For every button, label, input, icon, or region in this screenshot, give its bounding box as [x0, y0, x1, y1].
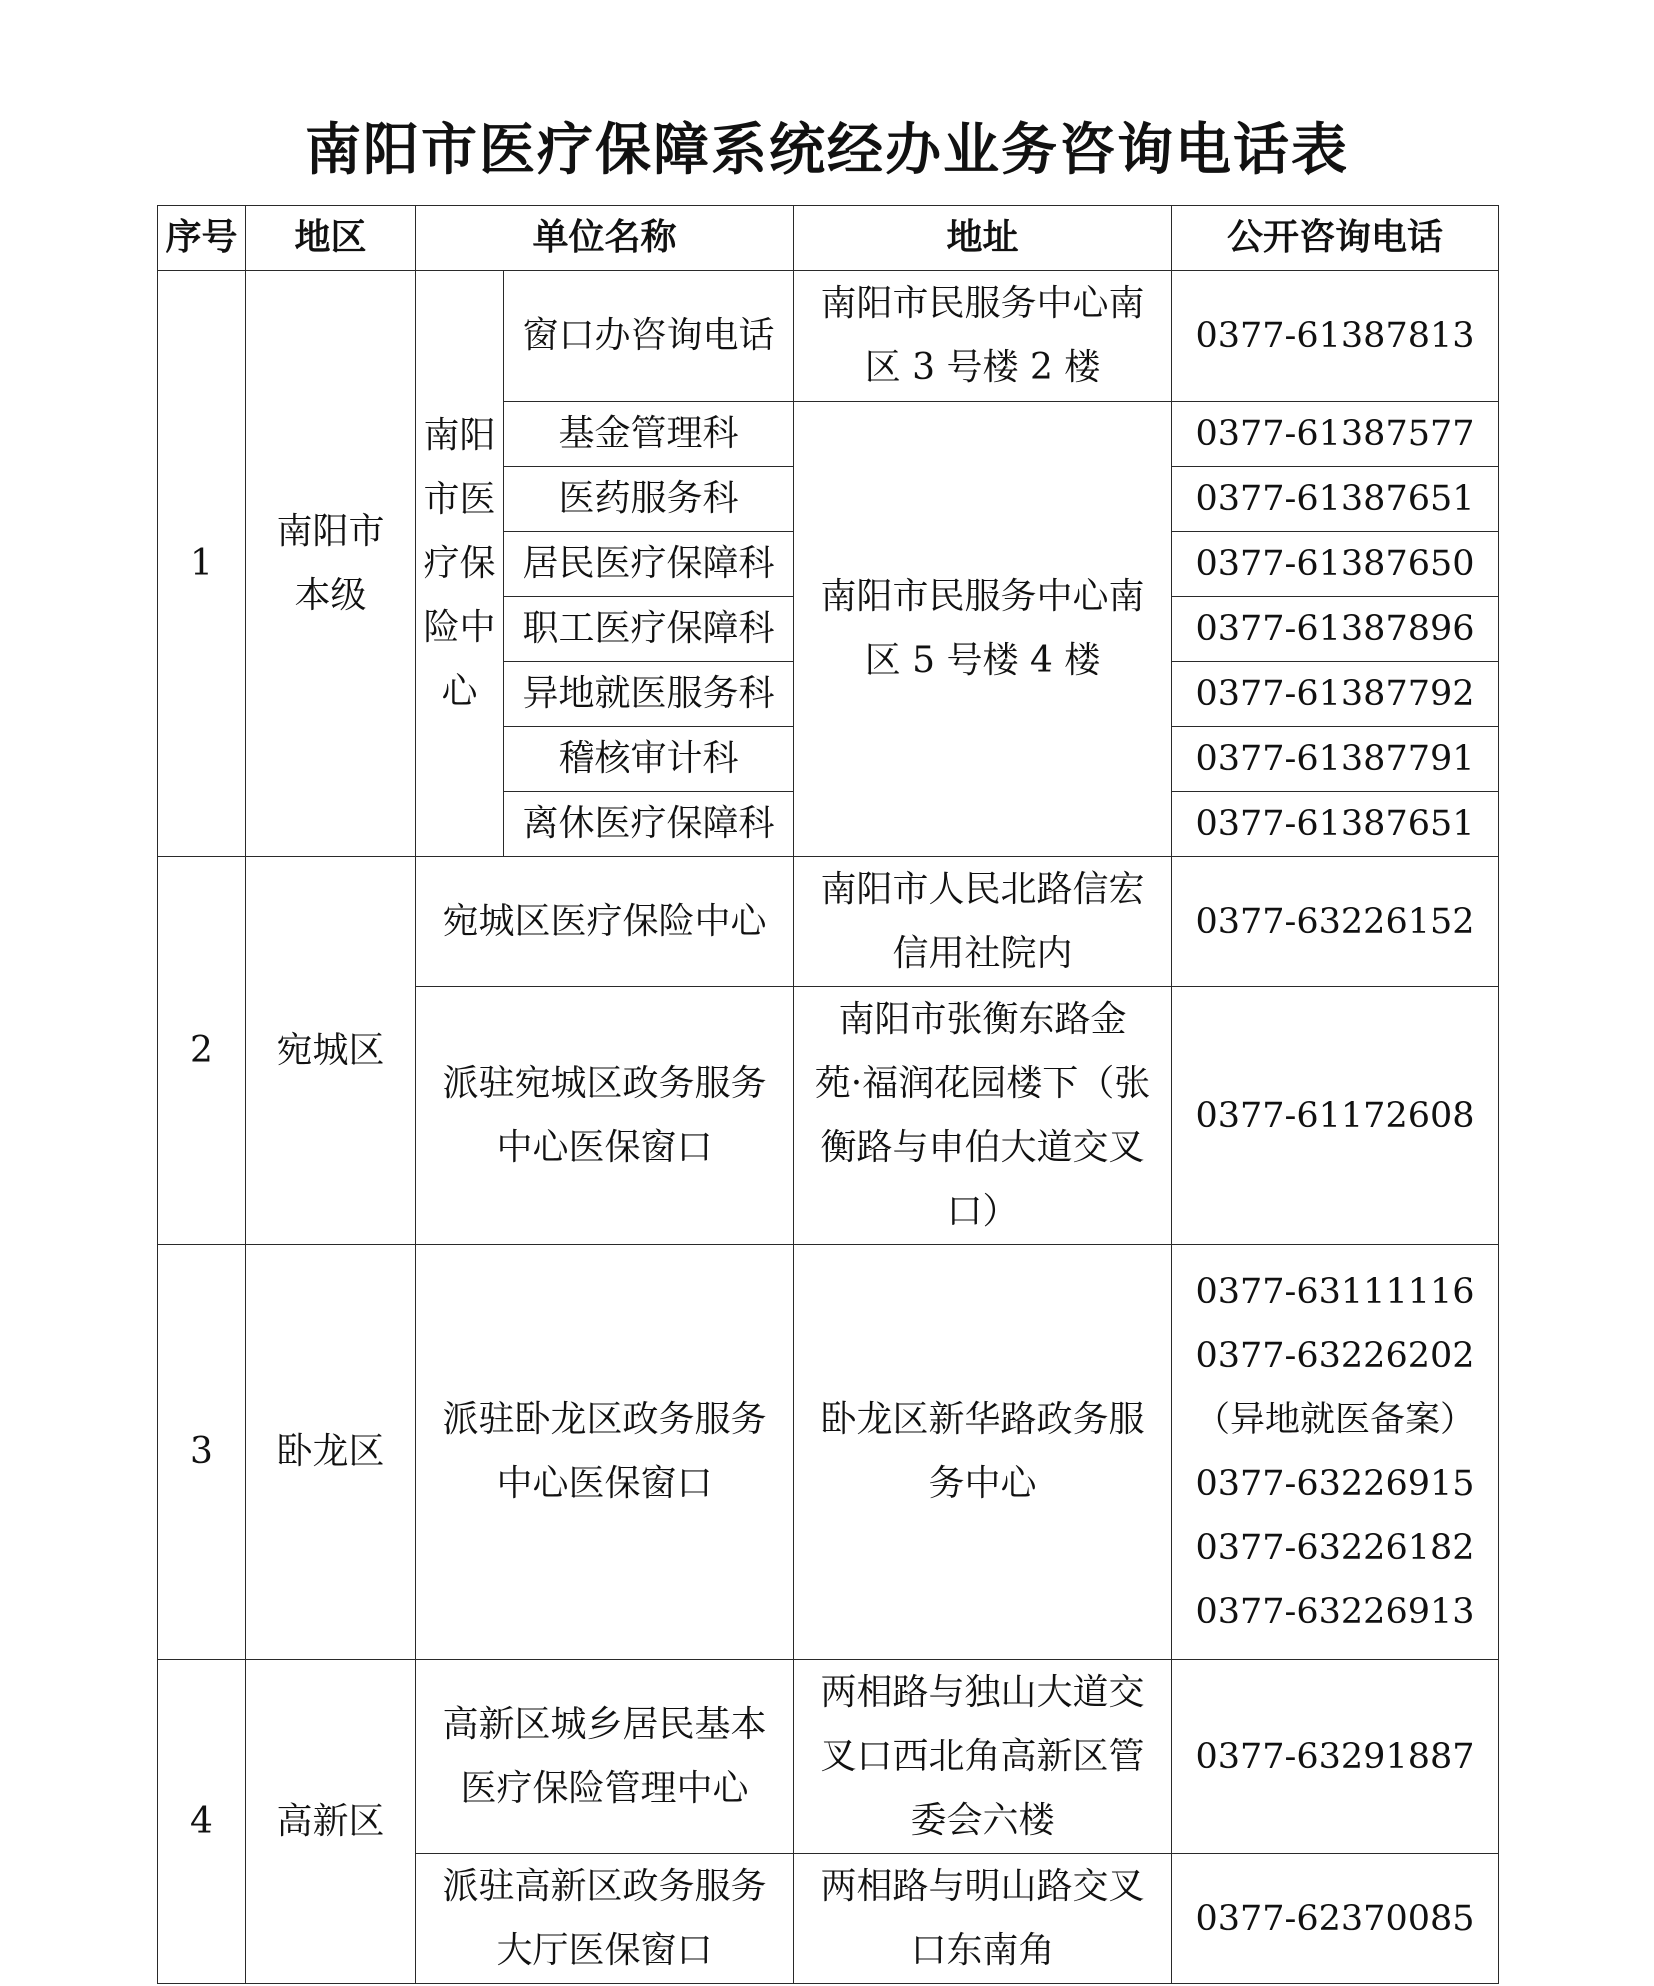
- contact-table: [157, 205, 1499, 1984]
- phone-cell: 0377-62370085: [1172, 1854, 1499, 1984]
- phone-cell: 0377-61387813: [1172, 271, 1499, 402]
- address-cell: [794, 402, 1172, 857]
- address-line: 衡路与申伯大道交叉: [820, 1126, 1145, 1168]
- header-address: 地址: [794, 206, 1172, 271]
- phone-cell: 0377-63291887: [1172, 1660, 1499, 1854]
- table-row: [158, 271, 1499, 402]
- unit-line: 高新区城乡居民基本: [442, 1703, 767, 1745]
- address-line: 南阳市民服务中心南: [820, 283, 1145, 324]
- seq-cell: 1: [158, 271, 246, 857]
- seq-cell: 3: [158, 1245, 246, 1660]
- phone-line: 0377-63226913: [1195, 1592, 1475, 1632]
- address-line: 苑·福润花园楼下（张: [814, 1062, 1151, 1104]
- address-cell: [794, 987, 1172, 1245]
- org-line: 市医: [423, 478, 496, 520]
- address-cell: [794, 1660, 1172, 1854]
- unit-cell: 宛城区医疗保险中心: [416, 857, 794, 987]
- address-line: 南阳市人民北路信宏: [820, 868, 1145, 910]
- address-line: 务中心: [928, 1463, 1037, 1504]
- phone-line: 0377-63226202: [1195, 1336, 1475, 1376]
- address-cell: [794, 1854, 1172, 1984]
- org-line: 疗保: [423, 542, 496, 584]
- phone-cell: 0377-61387792: [1172, 662, 1499, 727]
- unit-cell: [416, 987, 794, 1245]
- address-line: 卧龙区新华路政务服: [820, 1399, 1145, 1440]
- seq-cell: 4: [158, 1660, 246, 1984]
- address-line: 口）: [946, 1190, 1019, 1232]
- address-line: 南阳市张衡东路金: [838, 998, 1127, 1040]
- seq-cell: 2: [158, 857, 246, 1245]
- phone-cell: 0377-61387651: [1172, 467, 1499, 532]
- unit-line: 医疗保险管理中心: [460, 1767, 749, 1809]
- address-line: 区 5 号楼 4 楼: [864, 640, 1101, 681]
- region-line: 南阳市: [276, 510, 385, 552]
- phone-cell: 0377-61387791: [1172, 727, 1499, 792]
- phone-cell: [1172, 1245, 1499, 1660]
- address-line: 两相路与独山大道交: [820, 1671, 1145, 1713]
- unit-cell: [416, 1245, 794, 1660]
- table-row: [158, 857, 1499, 987]
- dept-cell: 居民医疗保障科: [504, 532, 794, 597]
- dept-cell: 窗口办咨询电话: [504, 271, 794, 402]
- region-cell: 卧龙区: [246, 1245, 416, 1660]
- unit-line: 中心医保窗口: [496, 1463, 713, 1504]
- phone-cell: 0377-63226152: [1172, 857, 1499, 987]
- org-line: 南阳: [423, 414, 496, 456]
- address-cell: [794, 271, 1172, 402]
- address-cell: [794, 857, 1172, 987]
- phone-cell: 0377-61387650: [1172, 532, 1499, 597]
- phone-line: 0377-63226915: [1195, 1464, 1475, 1504]
- phone-cell: 0377-61387896: [1172, 597, 1499, 662]
- address-line: 南阳市民服务中心南: [820, 576, 1145, 617]
- header-phone: 公开咨询电话: [1172, 206, 1499, 271]
- phone-line: 0377-63226182: [1195, 1528, 1475, 1568]
- address-line: 区 3 号楼 2 楼: [864, 347, 1101, 388]
- dept-cell: 医药服务科: [504, 467, 794, 532]
- header-region: 地区: [246, 206, 416, 271]
- header-seq: 序号: [158, 206, 246, 271]
- unit-line: 中心医保窗口: [496, 1126, 713, 1168]
- region-line: 本级: [294, 574, 367, 616]
- org-line: 险中: [423, 606, 496, 648]
- table-row: [158, 1660, 1499, 1854]
- region-cell: [246, 271, 416, 857]
- unit-cell: [416, 1660, 794, 1854]
- page-title: 南阳市医疗保障系统经办业务咨询电话表: [305, 118, 1349, 183]
- unit-cell: [416, 1854, 794, 1984]
- dept-cell: 异地就医服务科: [504, 662, 794, 727]
- address-line: 委会六楼: [910, 1799, 1055, 1841]
- phone-cell: 0377-61387651: [1172, 792, 1499, 857]
- unit-line: 派驻卧龙区政务服务: [442, 1399, 767, 1440]
- region-cell: 高新区: [246, 1660, 416, 1984]
- address-line: 信用社院内: [892, 932, 1073, 974]
- phone-cell: 0377-61172608: [1172, 987, 1499, 1245]
- dept-cell: 离休医疗保障科: [504, 792, 794, 857]
- address-line: 口东南角: [910, 1929, 1055, 1971]
- address-cell: [794, 1245, 1172, 1660]
- region-cell: 宛城区: [246, 857, 416, 1245]
- dept-cell: 职工医疗保障科: [504, 597, 794, 662]
- header-unit: 单位名称: [416, 206, 794, 271]
- unit-line: 大厅医保窗口: [496, 1929, 713, 1971]
- unit-line: 派驻高新区政务服务: [442, 1865, 767, 1907]
- org-line: 心: [441, 670, 478, 712]
- dept-cell: 稽核审计科: [504, 727, 794, 792]
- phone-cell: 0377-61387577: [1172, 402, 1499, 467]
- header-row: [158, 206, 1499, 271]
- address-line: 两相路与明山路交叉: [820, 1865, 1145, 1907]
- table-row: [158, 1245, 1499, 1660]
- phone-line: 0377-63111116: [1195, 1272, 1475, 1312]
- unit-line: 派驻宛城区政务服务: [442, 1062, 767, 1104]
- org-cell: [416, 271, 504, 857]
- dept-cell: 基金管理科: [504, 402, 794, 467]
- address-line: 叉口西北角高新区管: [820, 1735, 1145, 1777]
- phone-note: （异地就医备案）: [1195, 1400, 1476, 1440]
